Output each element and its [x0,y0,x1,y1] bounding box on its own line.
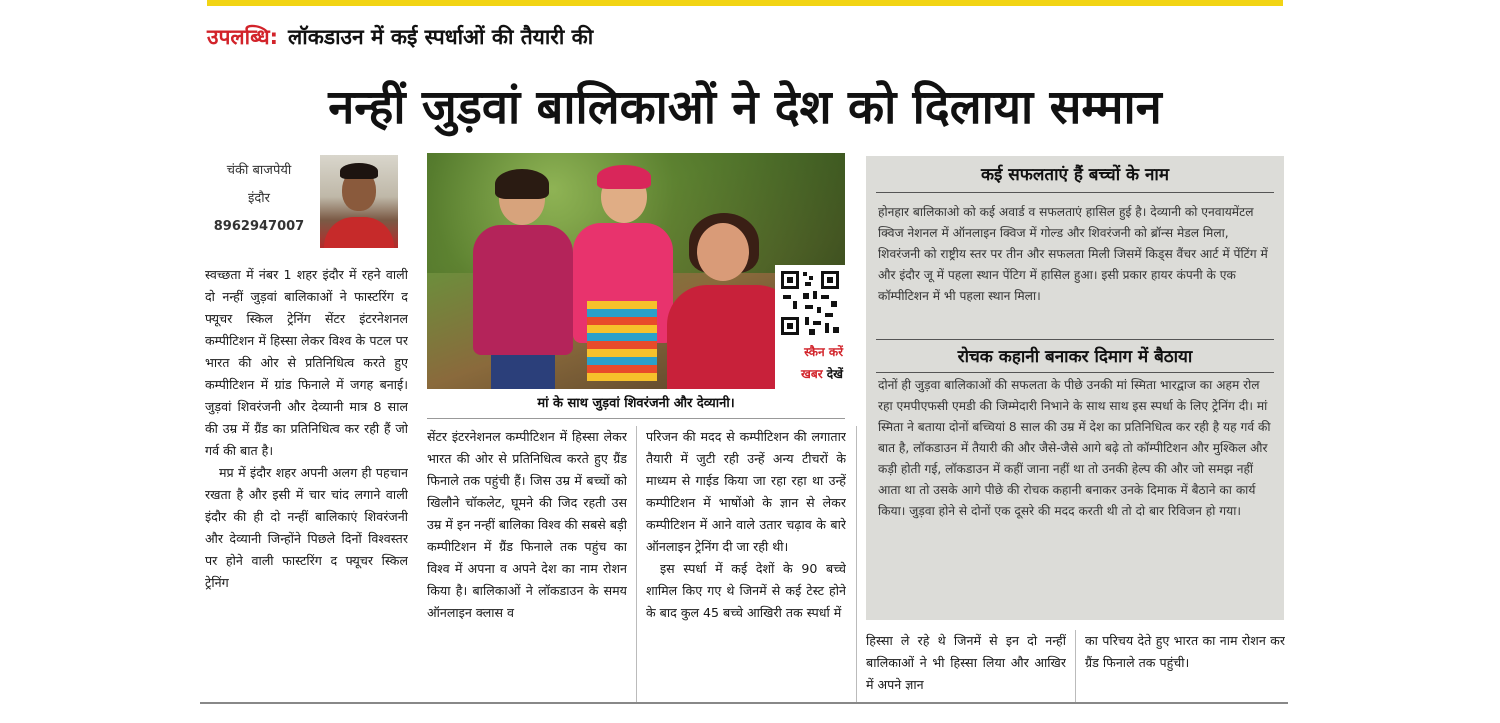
kicker-text: लॉकडाउन में कई स्पर्धाओं की तैयारी की [288,25,594,49]
article-column-5: का परिचय देते हुए भारत का नाम रोशन कर ग्रैंड फिनाले तक पहुंची। [1085,633,1285,670]
author-photo [320,155,398,248]
qr-code-panel[interactable] [775,265,845,389]
article-paragraph: इस स्पर्धा में कई देशों के 90 बच्चे शामिल किए गए थे जिनमें से कई टेस्ट होने के बाद कुल 45 बच्चे आखिरी तक स्पर्धा में [646,561,846,620]
qr-scan-line1: स्कैन करें [804,345,843,359]
byline-name: चंकी बाजपेयी [226,163,292,178]
sidebar-rule [876,372,1274,373]
article-column-1 [205,264,408,704]
qr-scan-line2a: खबर [801,367,823,381]
kicker [207,20,593,54]
sidebar-title-2: रोचक कहानी बनाकर दिमाग में बैठाया [957,347,1193,367]
byline-phone: 8962947007 [213,219,305,234]
headline: नन्हीं जुड़वां बालिकाओं ने देश को दिलाया सम्मान [328,80,1162,135]
qr-code-icon [779,269,841,337]
qr-scan-line2b: देखें [826,367,843,381]
column-divider [636,426,637,702]
column-divider [856,426,857,702]
photo-caption: मां के साथ जुड़वां शिवरंजनी और देव्यानी। [427,389,845,419]
article-paragraph: परिजन की मदद से कम्पीटिशन की लगातार तैयारी में जुटी रही उन्हें अन्य टीचरों के माध्यम से गाईड किया जा रहा रहा था उन्हें कम्पीटिशन में भाषोंओ के ज्ञान से लेकर कम्पीटिशन में आने वाले उतार चढ़ाव के बारे ऑनलाइन ट्रेनिंग दी जा रही थी। [646,429,846,554]
article-paragraph: मप्र में इंदौर शहर अपनी अलग ही पहचान रखता है और इसी में चार चांद लगाने वाली इंदौर की ही दो नन्हीं बालिकाएं शिवरंजनी और देव्यानी जिन्होंने पिछले दिनों विश्वस्तर पर होने वाली फास्टरिंग द फ्यूचर स्किल ट्रेनिंग [205,465,408,590]
sidebar-text-1: होनहार बालिकाओ को कई अवार्ड व सफलताएं हासिल हुई है। देव्यानी को एनवायमेंटल क्विज नेशनल में ऑनलाइन क्विज में गोल्ड और शिवरंजनी को ब्रॉन्स मेडल मिला, शिवरंजनी को राष्ट्रीय स्तर पर तीन और सफलता मिली जिसमें किड्स वैंचर आर्ट में पेंटिंग में और इंदौर जू में पहला स्थान पेंटिग में हासिल हुआ। इसी प्रकार हायर कंपनी के एक कॉम्पीटिशन में भी पहला स्थान मिला। [878,205,1268,303]
byline [205,157,313,241]
sidebar-title-1: कई सफलताएं हैं बच्चों के नाम [980,165,1169,185]
column-divider [1075,630,1076,702]
feature-photo [427,153,845,389]
article-paragraph: सेंटर इंटरनेशनल कम्पीटिशन में हिस्सा लेकर भारत की ओर से प्रतिनिधित्व करते हुए ग्रैंड फिनाले तक पहुंची हैं। जिस उम्र में बच्चों को खिलौने चॉकलेट, घूमने की जिद रहती उस उम्र में इन नन्हीं बालिका विश्व की सबसे बड़ी कम्पीटिशन में ग्रैंड फिनाले तक पहुंच का विश्व में अपना व अपने देश का नाम रोशन किया है। बालिकाओं ने लॉकडाउन के समय ऑनलाइन क्लास व [427,429,627,620]
kicker-label: उपलब्धि: [207,25,279,49]
sidebar-rule [876,339,1274,340]
sidebar-text-2: दोनों ही जुड़वा बालिकाओं की सफलता के पीछे उनकी मां स्मिता भारद्वाज का अहम रोल रहा एमपीएफसी एमडी की जिम्मेदारी निभाने के साथ साथ इस स्पर्धा के लिए ट्रेनिंग दी। मां स्मिता ने बताया दोनों बच्चियां 8 साल की उम्र में देश का प्रतिनिधित्व कर रही है यह गर्व की बात है, लॉकडाउन में तैयारी की और जैसे-जैसे आगे बढ़े तो कॉम्पीटिशन और मुश्किल और कड़ी होती गई, लॉकडाउन में कहीं जाना नहीं था तो उनकी हेल्प की और जो समझ नहीं आता था तो उसके आगे पीछे की रोचक कहानी बनाकर उनके दिमाक में बैठाने का कार्य किया। जुड़वा होने से दोनों एक दूसरे की मदद करती थी तो दो बार रिविजन हो गया। [878,378,1271,518]
bottom-rule [200,702,1288,704]
top-accent-bar [207,0,1283,6]
article-column-2 [427,426,627,702]
article-column-4: हिस्सा ले रहे थे जिनमें से इन दो नन्हीं बालिकाओं ने भी हिस्सा लिया और आखिर में अपने ज्ञान [866,633,1066,692]
girl-figure-left [467,173,577,389]
girl-figure-center [567,161,677,389]
qr-scan-label [775,341,845,385]
article-column-3 [646,426,846,702]
sidebar-rule [876,192,1274,193]
article-paragraph: स्वच्छता में नंबर 1 शहर इंदौर में रहने वाली दो नन्हीं जुड़वां बालिकाओं ने फास्टरिंग द फ्यूचर स्किल ट्रेनिंग सेंटर इंटरनेशनल कम्पीटिशन में हिस्सा लेकर विश्व के पटल पर भारत की ओर से प्रतिनिधित्व करते हुए कम्पीटिशन में ग्रांड फिनाले में जगह बनाई। जुड़वां शिवरंजनी और देव्यानी मात्र 8 साल की उम्र में ग्रैंड का प्रतिनिधित्व कर रही हैं जो गर्व की बात है। [205,267,408,458]
byline-city: इंदौर [248,191,270,206]
sidebar-box [866,156,1284,620]
